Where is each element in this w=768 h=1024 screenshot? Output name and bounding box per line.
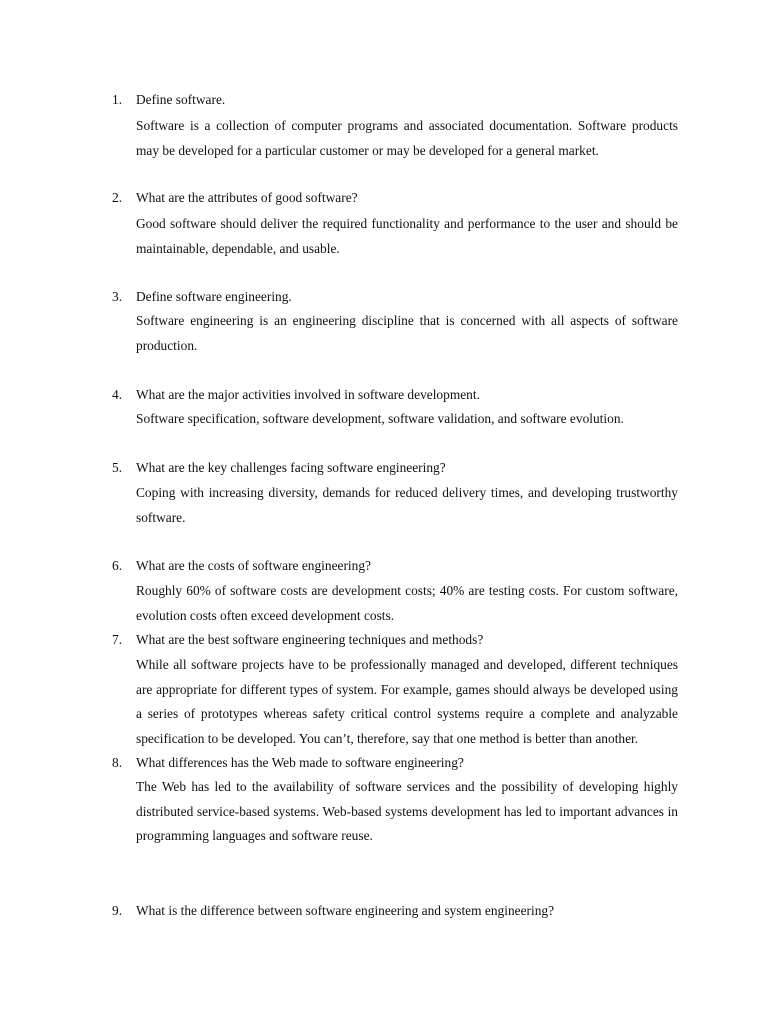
item-number: 2. [112,190,123,205]
item-number: 1. [112,92,123,107]
item-question: What are the attributes of good software? [136,190,358,205]
item-answer: Good software should deliver the required functionality and performance to the user and should be maintainable, dependable, and usable. [136,216,678,256]
item-answer: Software specification, software development, software validation, and software evolution. [136,411,624,426]
item-question: What are the costs of software engineering? [136,558,371,573]
item-question: Define software engineering. [136,289,292,304]
item-question: Define software. [136,92,226,107]
item-answer: Software is a collection of computer programs and associated documentation. Software products may be developed for a particular customer or may be developed for a general market. [136,118,678,158]
item-question: What are the best software engineering techniques and methods? [136,632,484,647]
item-number: 8. [112,755,123,770]
item-question: What is the difference between software engineering and system engineering? [136,903,555,918]
item-answer: Software engineering is an engineering discipline that is concerned with all aspects of software production. [136,313,678,353]
item-number: 9. [112,903,123,918]
item-number: 4. [112,387,123,402]
item-answer: The Web has led to the availability of software services and the possibility of developing highly distributed service-based systems. Web-based systems development has led to important advances in programming languages and software reuse. [136,779,678,843]
item-number: 3. [112,289,123,304]
item-answer: While all software projects have to be professionally managed and developed, different techniques are appropriate for different types of system. For example, games should always be developed using a series of prototypes whereas safety critical control systems require a complete and analyzable specification to be developed. You can’t, therefore, say that one method is better than another. [136,657,678,746]
item-answer: Roughly 60% of software costs are development costs; 40% are testing costs. For custom software, evolution costs often exceed development costs. [136,583,678,623]
item-answer: Coping with increasing diversity, demands for reduced delivery times, and developing trustworthy software. [136,485,678,525]
item-number: 7. [112,632,123,647]
item-number: 5. [112,460,123,475]
item-question: What are the key challenges facing software engineering? [136,460,446,475]
item-number: 6. [112,558,123,573]
item-question: What are the major activities involved in software development. [136,387,480,402]
item-question: What differences has the Web made to software engineering? [136,755,464,770]
